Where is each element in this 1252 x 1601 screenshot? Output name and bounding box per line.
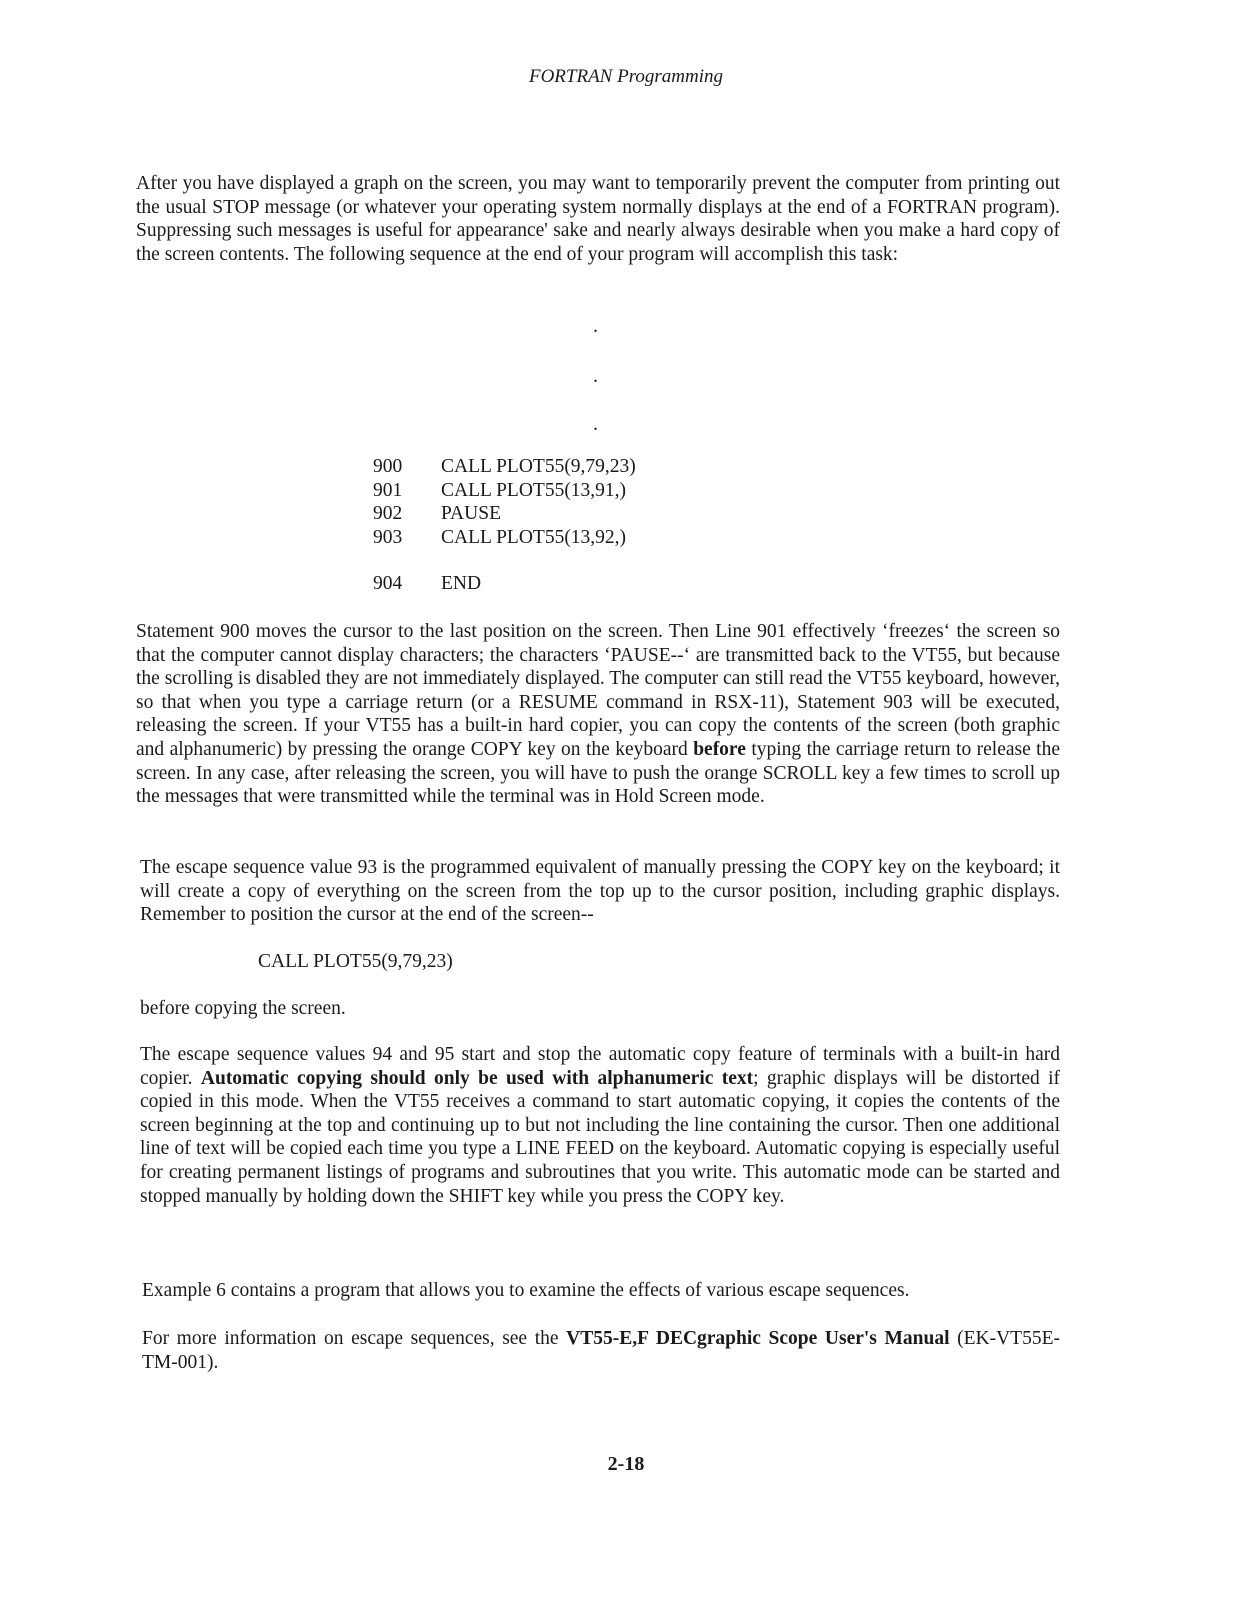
manual-title: VT55-E,F DECgraphic Scope User's Manual	[566, 1328, 950, 1349]
code-line	[373, 479, 636, 503]
code-line	[373, 455, 636, 479]
paragraph-explanation	[136, 620, 1060, 809]
running-head: FORTRAN Programming	[528, 66, 724, 87]
statement: CALL PLOT55(13,92,)	[441, 526, 627, 548]
code-line	[373, 502, 636, 526]
paragraph-automatic-copy	[140, 1043, 1060, 1208]
text-run: Statement 900 moves the cursor to the last position on the screen. Then Line 901 effectively ‘freezes‘ the screen so that the computer cannot display characters; the characters ‘PAUSE--‘ are transmitted back to the VT55, but because the scrolling is disabled they are not immediately displayed. The computer can still read the VT55 keyboard, however, so that when you type a carriage return (or a RESUME command in RSX-11), Statement 903 will be executed, releasing the screen. If your VT55 has a built-in hard copier, you can copy the contents of the screen (both graphic and alphanumeric) by pressing the orange COPY key on the keyboard	[136, 621, 1060, 760]
line-number: 902	[373, 503, 403, 525]
line-number: 903	[373, 526, 403, 548]
statement: CALL PLOT55(13,91,)	[441, 479, 627, 501]
text-run: (EK-VT55E-TM-001).	[142, 1328, 1060, 1373]
statement: CALL PLOT55(9,79,23)	[441, 456, 636, 477]
text-run: The escape sequence values 94 and 95 start and stop the automatic copy feature of terminals with a built-in hard copier.	[140, 1044, 1060, 1089]
statement: PAUSE	[441, 503, 501, 525]
paragraph-copy-sequence: The escape sequence value 93 is the programmed equivalent of manually pressing the COPY key on the keyboard; it will create a copy of everything on the screen from the top up to the cursor position, including graphic displays. Remember to position the cursor at the end of the screen--	[140, 857, 1060, 926]
line-number: 904	[373, 573, 403, 594]
code-line	[373, 572, 481, 596]
paragraph-before-copying: before copying the screen.	[140, 998, 346, 1019]
code-line	[373, 526, 636, 550]
emphasis: before	[693, 738, 746, 760]
page-number: 2-18	[607, 1453, 645, 1475]
ellipsis-dot: .	[593, 413, 598, 435]
paragraph-intro: After you have displayed a graph on the screen, you may want to temporarily prevent the computer from printing out the usual STOP message (or whatever your operating system normally displays at the end of a FORTRAN program). Suppressing such messages is useful for appearance' sake and nearly always desirable when you make a hard copy of the screen contents. The following sequence at the end of your program will accomplish this task:	[136, 173, 1060, 265]
line-number: 900	[373, 456, 403, 477]
ellipsis-dot: .	[593, 315, 598, 337]
code-end	[373, 572, 481, 596]
line-number: 901	[373, 479, 403, 501]
ellipsis-dot: .	[593, 365, 598, 387]
text-run: typing the carriage return to release the screen. In any case, after releasing the screen, you will have to push the orange SCROLL key a few times to scroll up the messages that were transmitted while the terminal was in Hold Screen mode.	[136, 738, 1060, 808]
text-run: ; graphic displays will be distorted if copied in this mode. When the VT55 receives a command to start automatic copying, it copies the contents of the screen beginning at the top and continuing up to but not including the line containing the cursor. Then one additional line of text will be copied each time you type a LINE FEED on the keyboard. Automatic copying is especially useful for creating permanent listings of programs and subroutines that you write. This automatic mode can be started and stopped manually by holding down the SHIFT key while you press the COPY key.	[140, 1067, 1061, 1207]
text-run: For more information on escape sequences, see the	[142, 1328, 567, 1349]
emphasis: Automatic copying should only be used with alphanumeric text	[200, 1067, 754, 1089]
paragraph-example: Example 6 contains a program that allows you to examine the effects of various escape sequences.	[142, 1280, 910, 1301]
code-listing	[373, 455, 636, 549]
paragraph-more-info	[142, 1327, 1060, 1374]
statement: END	[441, 573, 482, 594]
inline-code: CALL PLOT55(9,79,23)	[258, 951, 453, 972]
